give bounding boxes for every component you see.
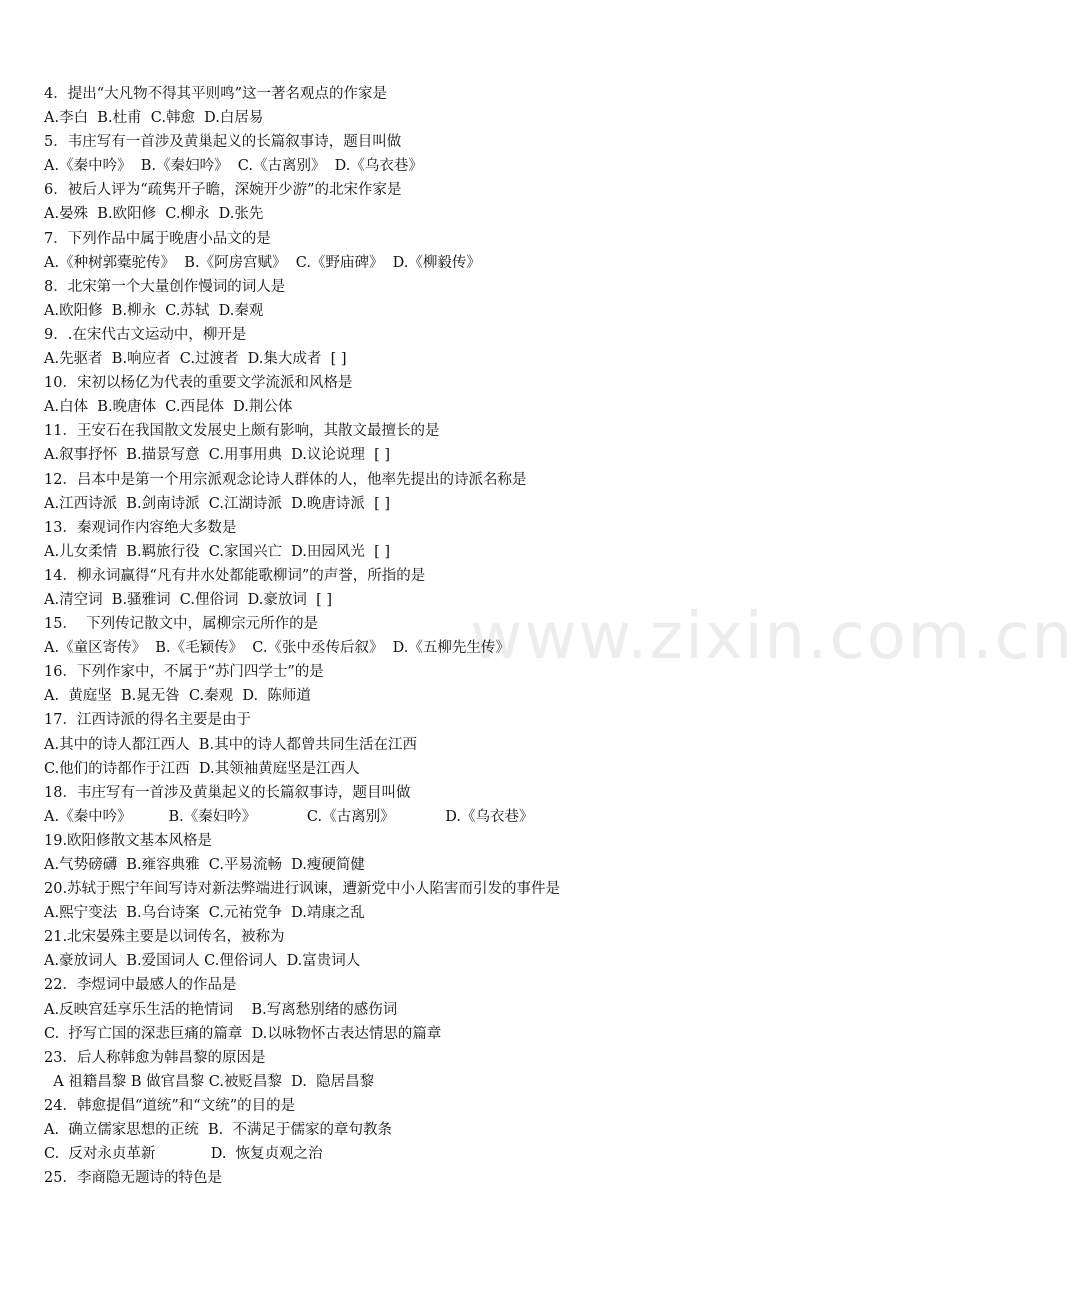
- text-line: C. 抒写亡国的深悲巨痛的篇章 D.以咏物怀古表达情思的篇章: [44, 1025, 442, 1042]
- watermark: www.zixin.com.cn: [470, 600, 1074, 674]
- text-line: A.《童区寄传》 B.《毛颖传》 C.《张中丞传后叙》 D.《五柳先生传》: [44, 640, 510, 657]
- question-line: 7．下列作品中属于晚唐小品文的是: [44, 230, 271, 247]
- question-line: 14．柳永词赢得“凡有井水处都能歌柳词”的声誉，所指的是: [44, 567, 426, 584]
- text-line: A.反映宫廷享乐生活的艳情词 B.写离愁别绪的感伤词: [44, 1001, 398, 1018]
- question-line: 11．王安石在我国散文发展史上颇有影响，其散文最擅长的是: [44, 423, 440, 440]
- question-line: 6．被后人评为“疏隽开子瞻，深婉开少游”的北宋作家是: [44, 182, 402, 199]
- text-line: A.儿女柔情 B.羁旅行役 C.家国兴亡 D.田园风光 [ ]: [44, 543, 391, 560]
- question-line: 5．韦庄写有一首涉及黄巢起义的长篇叙事诗，题目叫做: [44, 134, 402, 151]
- text-line: 25．李商隐无题诗的特色是: [44, 1170, 222, 1187]
- text-line: A.《种树郭橐驼传》 B.《阿房宫赋》 C.《野庙碑》 D.《柳毅传》: [44, 254, 481, 271]
- text-line: 20.苏轼于熙宁年间写诗对新法弊端进行讽谏，遭新党中小人陷害而引发的事件是: [44, 881, 561, 898]
- question-line: 17．江西诗派的得名主要是由于: [44, 712, 251, 729]
- text-line: 21.北宋晏殊主要是以词传名，被称为: [44, 929, 285, 946]
- text-line: A.其中的诗人都江西人 B.其中的诗人都曾共同生活在江西: [44, 736, 418, 753]
- text-line: 18．韦庄写有一首涉及黄巢起义的长篇叙事诗，题目叫做: [44, 784, 411, 801]
- text-line: C. 反对永贞革新 D. 恢复贞观之治: [44, 1146, 323, 1163]
- question-line: 9．.在宋代古文运动中，柳开是: [44, 326, 247, 343]
- question-line: 10．宋初以杨亿为代表的重要文学流派和风格是: [44, 375, 353, 392]
- text-line: 19.欧阳修散文基本风格是: [44, 832, 213, 849]
- text-line: A 祖籍昌黎 B 做官昌黎 C.被贬昌黎 D. 隐居昌黎: [44, 1073, 375, 1090]
- text-line: A.气势磅礴 B.雍容典雅 C.平易流畅 D.瘦硬简健: [44, 857, 365, 873]
- text-line: A.豪放词人 B.爱国词人 C.俚俗词人 D.富贵词人: [44, 953, 361, 970]
- text-line: A.熙宁变法 B.乌台诗案 C.元祐党争 D.靖康之乱: [44, 905, 365, 922]
- text-line: A.江西诗派 B.剑南诗派 C.江湖诗派 D.晚唐诗派 [ ]: [44, 495, 391, 512]
- question-line: 23．后人称韩愈为韩昌黎的原因是: [44, 1049, 266, 1066]
- text-line: A. 黄庭坚 B.晁无咎 C.秦观 D. 陈师道: [44, 688, 311, 705]
- question-line: 16．下列作家中，不属于“苏门四学士”的是: [44, 664, 324, 681]
- text-line: A.白体 B.晚唐体 C.西昆体 D.荆公体: [44, 399, 293, 416]
- question-line: 24．韩愈提倡“道统”和“文统”的目的是: [44, 1097, 296, 1114]
- text-line: A.叙事抒怀 B.描景写意 C.用事用典 D.议论说理 [ ]: [44, 447, 391, 464]
- question-line: 15． 下列传记散文中，属柳宗元所作的是: [44, 616, 319, 633]
- text-line: A.李白 B.杜甫 C.韩愈 D.白居易: [44, 110, 264, 127]
- text-line: A. 确立儒家思想的正统 B. 不满足于儒家的章句教条: [44, 1122, 392, 1139]
- question-line: 13．秦观词作内容绝大多数是: [44, 519, 237, 536]
- text-line: A.欧阳修 B.柳永 C.苏轼 D.秦观: [44, 302, 264, 319]
- document-body: [44, 82, 884, 1190]
- text-line: A.清空词 B.骚雅词 C.俚俗词 D.豪放词 [ ]: [44, 591, 333, 608]
- text-line: A.《秦中吟》 B.《秦妇吟》 C.《古离别》 D.《乌衣巷》: [44, 158, 423, 175]
- question-line: 12．吕本中是第一个用宗派观念论诗人群体的人，他率先提出的诗派名称是: [44, 471, 527, 488]
- text-line: C.他们的诗都作于江西 D.其领袖黄庭坚是江西人: [44, 760, 360, 777]
- text-line: A.先驱者 B.响应者 C.过渡者 D.集大成者 [ ]: [44, 351, 347, 368]
- text-line: A.《秦中吟》 B.《秦妇吟》 C.《古离别》 D.《乌衣巷》: [44, 808, 534, 825]
- text-line: 22．李煜词中最感人的作品是: [44, 977, 237, 994]
- text-line: A.晏殊 B.欧阳修 C.柳永 D.张先: [44, 206, 264, 223]
- question-line: 4．提出“大凡物不得其平则鸣”这一著名观点的作家是: [44, 86, 388, 102]
- question-line: 8．北宋第一个大量创作慢词的词人是: [44, 278, 286, 295]
